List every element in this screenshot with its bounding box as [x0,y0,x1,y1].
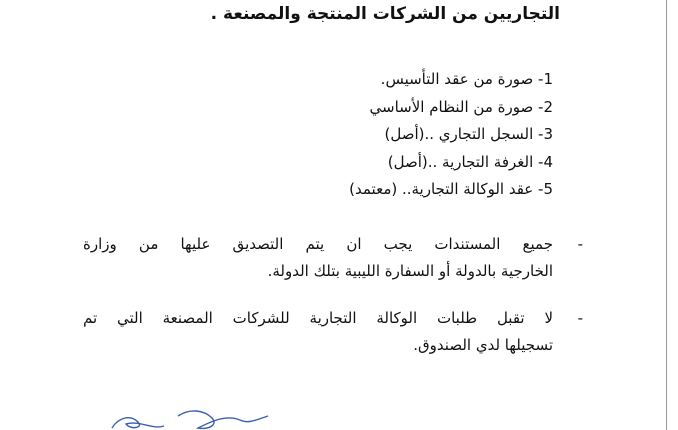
note-line: تسجيلها لدي الصندوق. [413,336,553,354]
document-heading: التجاريين من الشركات المنتجة والمصنعة . [210,4,560,24]
requirement-number: 3- [538,125,553,143]
requirement-text: عقد الوكالة التجارية.. (معتمد) [349,180,534,198]
signature-image [100,400,300,430]
requirement-item [349,149,553,177]
requirement-item [349,94,553,122]
note-bullet: - [577,235,583,253]
requirements-list [349,66,553,204]
requirement-text: الغرفة التجارية ..(أصل) [387,152,534,171]
note-line: الخارجية بالدولة أو السفارة الليبية بتلك الدولة. [267,262,553,280]
requirement-number: 1- [538,70,553,88]
note-line: لا تقبل طلبات الوكالة التجارية للشركات المصنعة التي تم [83,309,553,327]
requirement-item [349,121,553,149]
note-paragraph [83,305,583,359]
page-border [666,0,667,430]
requirement-number: 5- [538,180,553,198]
requirement-number: 2- [538,97,553,116]
note-paragraph [83,231,583,285]
requirement-number: 4- [538,152,553,171]
requirement-item [349,176,553,204]
note-bullet: - [577,309,583,327]
requirement-text: صورة من عقد التأسيس. [380,70,534,88]
note-line: جميع المستندات يجب ان يتم التصديق عليها من وزارة [83,235,553,253]
requirement-text: صورة من النظام الأساسي [369,97,534,116]
signature-stroke [178,411,268,428]
requirement-item [349,66,553,94]
signature-stroke [112,418,164,428]
requirement-text: السجل التجاري ..(أصل) [384,125,534,143]
